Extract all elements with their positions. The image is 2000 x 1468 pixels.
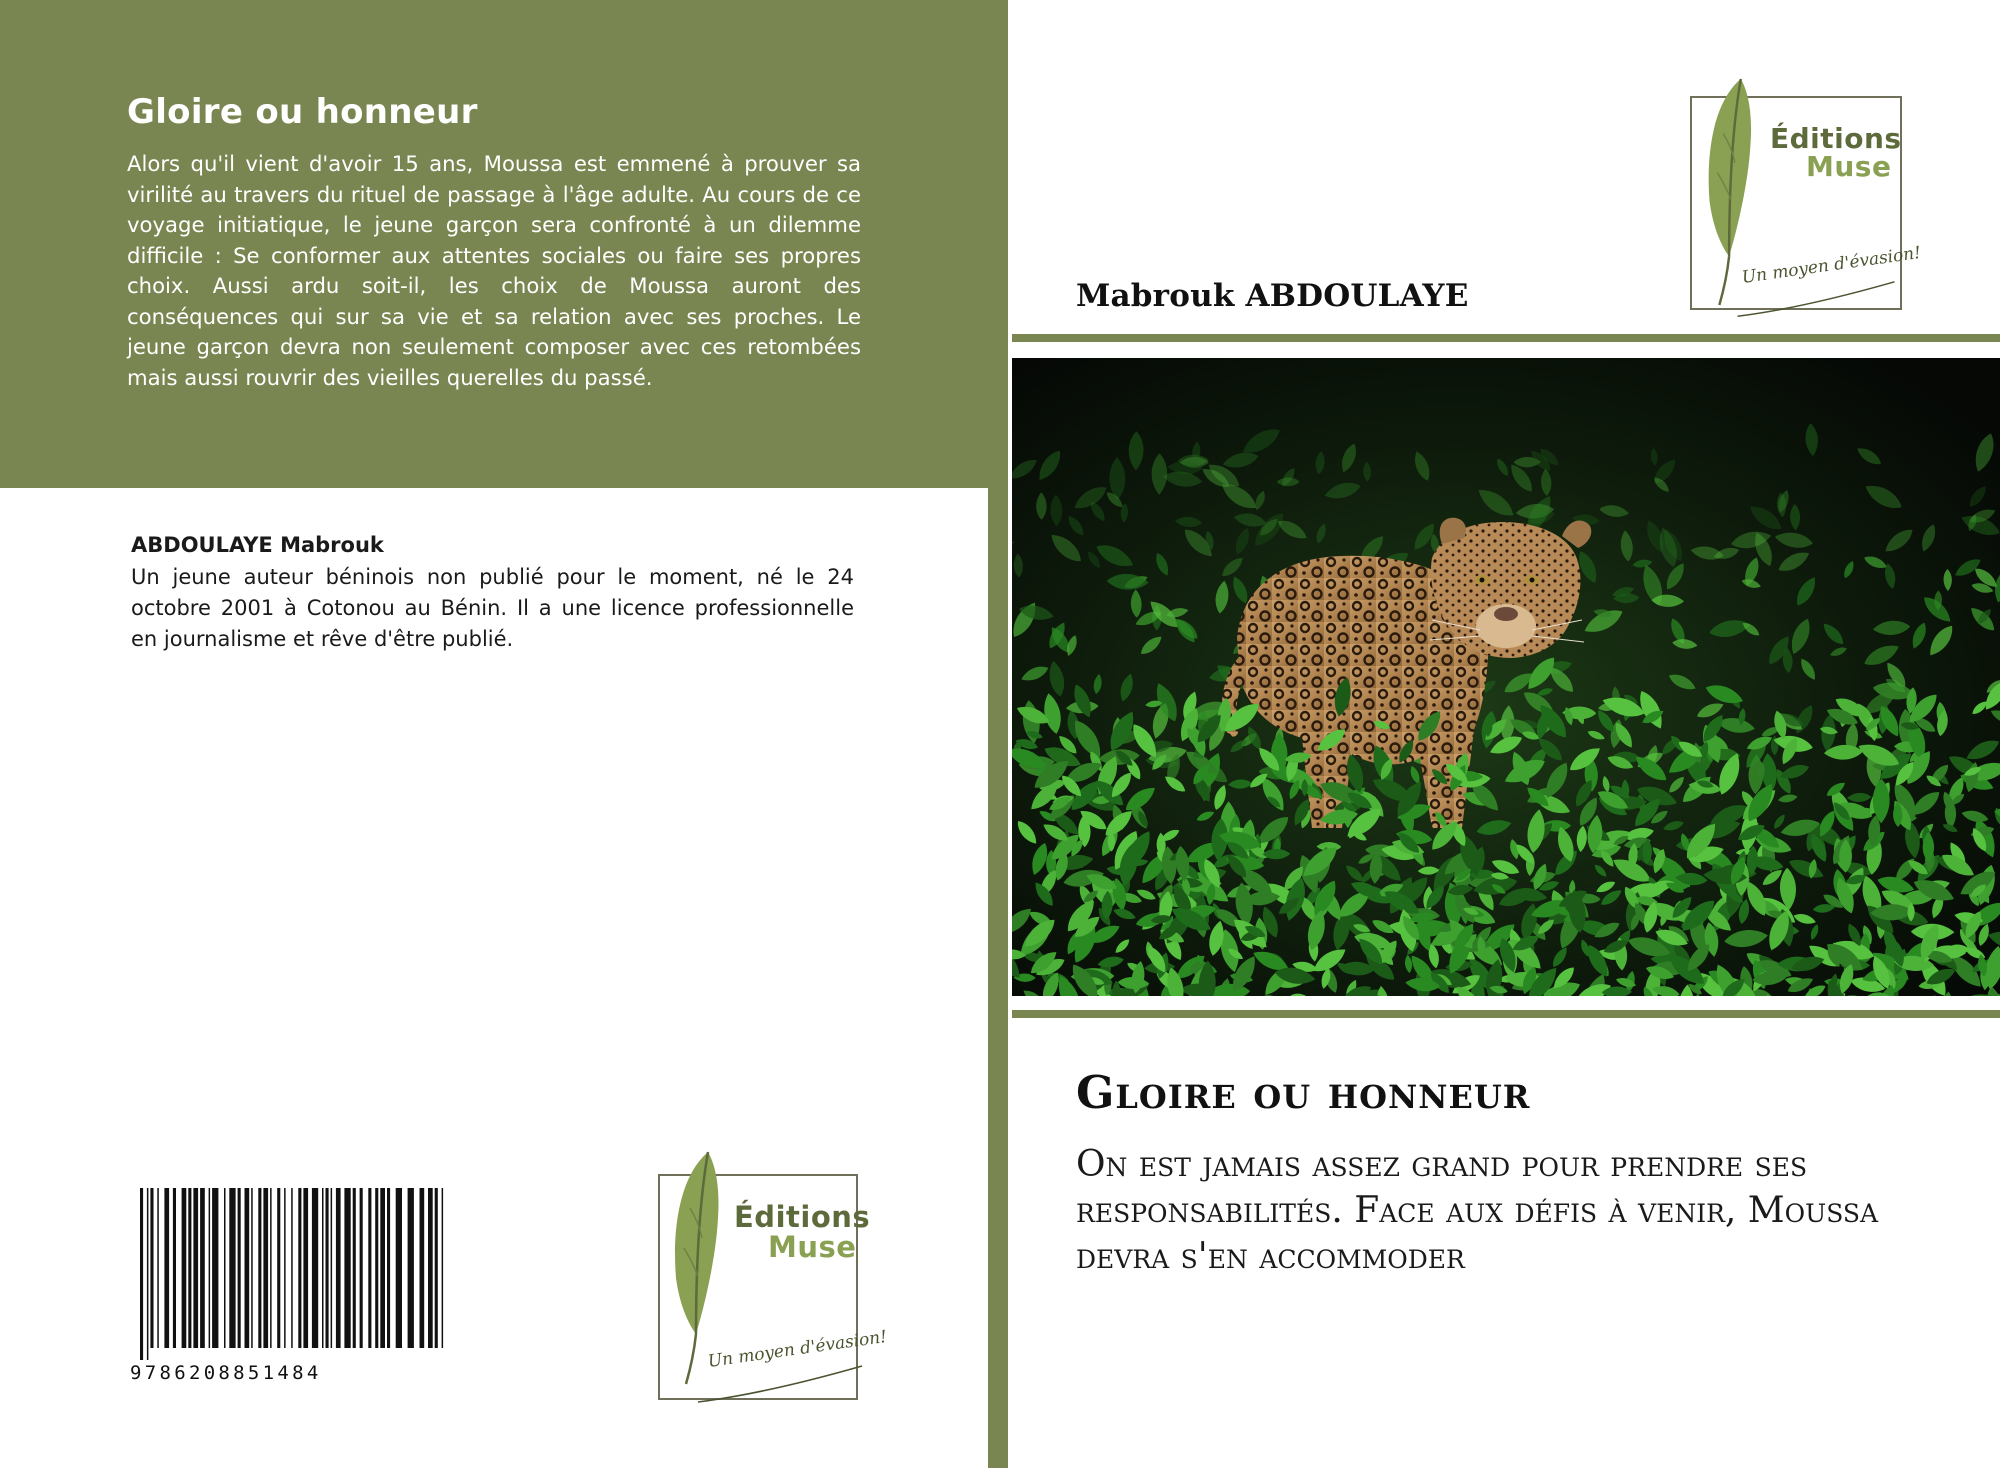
barcode-bar <box>200 1188 205 1348</box>
barcode-bar <box>312 1188 318 1348</box>
back-cover-header-panel <box>0 0 1008 488</box>
barcode-bar <box>251 1188 253 1348</box>
book-spine <box>988 488 1008 1468</box>
barcode-bar <box>442 1188 444 1348</box>
logo-editions-text: Éditions <box>1770 122 1902 155</box>
divider-bottom <box>1012 1010 2000 1018</box>
front-cover-subtitle: On est jamais assez grand pour prendre ses responsabilités. Face aux défis à venir, Moussa devra s'en accommoder <box>1076 1144 1879 1277</box>
barcode-bar <box>380 1188 385 1348</box>
barcode-bar <box>188 1188 191 1348</box>
barcode-bar <box>193 1188 198 1348</box>
barcode-bar <box>368 1188 371 1348</box>
barcode-bar <box>238 1188 241 1348</box>
barcode-bar <box>420 1188 425 1348</box>
barcode-bar <box>408 1188 414 1348</box>
logo-swash <box>696 1362 866 1408</box>
barcode-bar <box>209 1188 211 1348</box>
barcode-bar <box>336 1188 341 1348</box>
barcode-bar <box>258 1188 261 1348</box>
barcode-bar <box>212 1188 218 1348</box>
barcode-bar <box>224 1188 226 1348</box>
barcode-bar <box>387 1188 390 1348</box>
logo-tagline: Un moyen d'évasion! <box>1740 242 1923 288</box>
logo-muse-text: Muse <box>768 1230 857 1264</box>
barcode-bar <box>270 1188 272 1348</box>
barcode-bar <box>140 1188 143 1360</box>
barcode-bar <box>173 1188 176 1348</box>
spine-edge <box>1008 0 1011 1468</box>
logo-muse-text: Muse <box>1806 150 1892 183</box>
barcode-bar <box>291 1188 293 1348</box>
barcode-bar <box>245 1188 250 1348</box>
barcode-bar <box>360 1188 363 1348</box>
barcode-bar <box>147 1188 149 1360</box>
author-bio-name: ABDOULAYE Mabrouk <box>131 533 384 557</box>
barcode-bar <box>322 1188 324 1348</box>
isbn-barcode <box>130 1188 460 1383</box>
publisher-logo-front <box>1688 74 1923 324</box>
back-cover-title: Gloire ou honneur <box>127 92 478 132</box>
barcode-bar <box>326 1188 329 1348</box>
barcode-bar <box>303 1188 308 1348</box>
barcode-bar <box>182 1188 187 1348</box>
barcode-bar <box>396 1188 402 1348</box>
barcode-bar <box>150 1188 153 1348</box>
jaguar-illustration <box>1012 358 2000 996</box>
front-cover-title: Gloire ou honneur <box>1076 1066 1531 1119</box>
barcode-bar <box>353 1188 356 1348</box>
book-blurb: Alors qu'il vient d'avoir 15 ans, Moussa est emmené à prouver sa virilité au travers du rituel de passage à l'âge adulte. Au cours de ce voyage initiatique, le jeune garçon sera confronté à un dilemme difficile : Se conformer aux attentes sociales ou faire ses propres choix. Aussi ardu soit-il, les choix de Moussa auront des conséquences qui sur sa vie et sa relation avec ses proches. Le jeune garçon devra non seulement composer avec ces retombées mais aussi rouvrir des vieilles querelles du passé. <box>127 151 861 390</box>
publisher-logo-back <box>656 1148 889 1408</box>
barcode-bar <box>277 1188 280 1348</box>
barcode-bar <box>164 1188 169 1348</box>
logo-swash <box>1730 278 1904 322</box>
barcode-bar <box>263 1188 268 1348</box>
barcode-bar <box>428 1188 433 1348</box>
logo-editions-text: Éditions <box>734 1200 871 1234</box>
barcode-bar <box>284 1188 286 1348</box>
front-author-name: Mabrouk ABDOULAYE <box>1076 278 1469 314</box>
author-bio-text: Un jeune auteur béninois non publié pour le moment, né le 24 octobre 2001 à Cotonou au Bénin. Il a une licence professionnelle en journalisme et rêve d'être publié. <box>131 565 854 651</box>
divider-top <box>1012 334 2000 342</box>
logo-tagline: Un moyen d'évasion! <box>706 1326 889 1372</box>
barcode-bar <box>375 1188 378 1348</box>
barcode-bar <box>157 1188 159 1348</box>
isbn-digits: 9786208851484 <box>130 1362 322 1384</box>
cover-photo-jaguar <box>1012 358 2000 996</box>
barcode-bar <box>331 1188 333 1348</box>
barcode-bar <box>229 1188 235 1348</box>
barcode-bar <box>435 1188 438 1348</box>
barcode-bars <box>138 1188 450 1360</box>
barcode-bar <box>298 1188 301 1348</box>
barcode-bar <box>344 1188 350 1348</box>
